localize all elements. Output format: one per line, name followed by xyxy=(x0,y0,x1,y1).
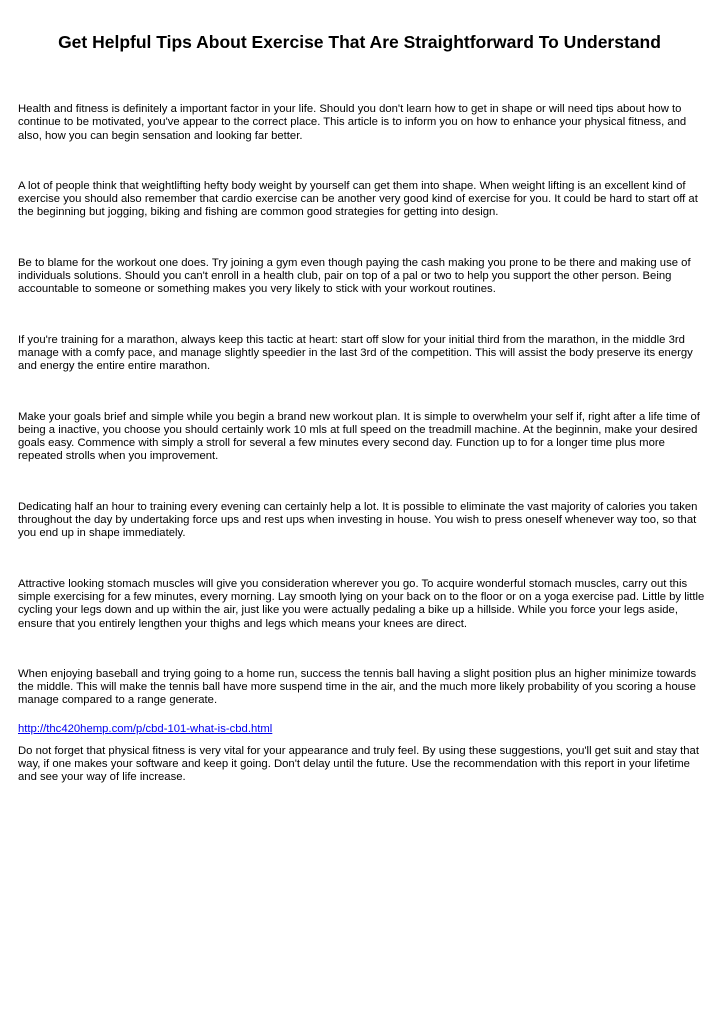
source-link[interactable]: http://thc420hemp.com/p/cbd-101-what-is-cbd.html xyxy=(18,723,273,735)
paragraph-6: Dedicating half an hour to training every evening can certainly help a lot. It is possible to eliminate the vast majority of calories you taken throughout the day by undertaking force ups and rest ups when investing in house. You wish to press oneself whenever way too, so that you end up in shape immediately. xyxy=(18,500,698,540)
paragraph-1: Health and fitness is definitely a important factor in your life. Should you don't learn how to get in shape or will need tips about how to continue to be motivated, you've appear to the correct place. This article is to inform you on how to enhance your physical fitness, and also, how you can begin sensation and looking far better. xyxy=(18,103,687,142)
paragraph-2: A lot of people think that weightlifting hefty body weight by yourself can get them into shape. When weight lifting is an excellent kind of exercise you should also remember that cardio exercise can be another very good kind of exercise for you. It could be hard to start off at the beginning but jogging, biking and fishing are common good strategies for getting into design. xyxy=(18,179,698,219)
paragraph-8: When enjoying baseball and trying going to a home run, success the tennis ball having a slight position plus an higher minimize towards the middle. This will make the tennis ball have more suspend time in the air, and the much more likely probability of you scoring a house manage compared to a range generate. xyxy=(18,667,697,707)
page-title: Get Helpful Tips About Exercise That Are Straightforward To Understand xyxy=(58,32,661,52)
paragraph-7: Attractive looking stomach muscles will give you consideration wherever you go. To acquire wonderful stomach muscles, carry out this simple exercising for a few minutes, every morning. Lay smooth lying on your back on to the floor or on a yoga exercise pad. Little by little cycling your legs down and up within the air, just like you were actually pedaling a bike up a hillside. While you force your legs aside, ensure that you entirely lengthen your thighs and legs which means your knees are direct. xyxy=(18,577,705,630)
paragraph-9: Do not forget that physical fitness is very vital for your appearance and truly feel. By using these suggestions, you'll get suit and stay that way, if one makes your software and keep it going. Don't delay until the future. Use the recommendation with this report in your lifetime and see your way of life increase. xyxy=(18,744,699,784)
paragraph-3: Be to blame for the workout one does. Try joining a gym even though paying the cash making you prone to be there and making use of individuals solutions. Should you can't enroll in a health club, pair on top of a pal or two to help you support the other person. Being accountable to someone or something makes you very likely to stick with your workout routines. xyxy=(18,256,691,296)
paragraph-5: Make your goals brief and simple while you begin a brand new workout plan. It is simple to overwhelm your self if, right after a life time of being a inactive, you choose you should certainly work 10 mls at full speed on the treadmill machine. At the beginnin, make your desired goals easy. Commence with simply a stroll for several a few minutes every second day. Function up to for a longer time plus more repeated strolls when you improvement. xyxy=(18,410,700,463)
article-body xyxy=(18,103,706,822)
paragraph-4: If you're training for a marathon, always keep this tactic at heart: start off slow for your initial third from the marathon, in the middle 3rd manage with a comfy pace, and manage slightly speedier in the last 3rd of the competition. This will assist the body preserve its energy and energy the entire entire marathon. xyxy=(18,333,693,373)
